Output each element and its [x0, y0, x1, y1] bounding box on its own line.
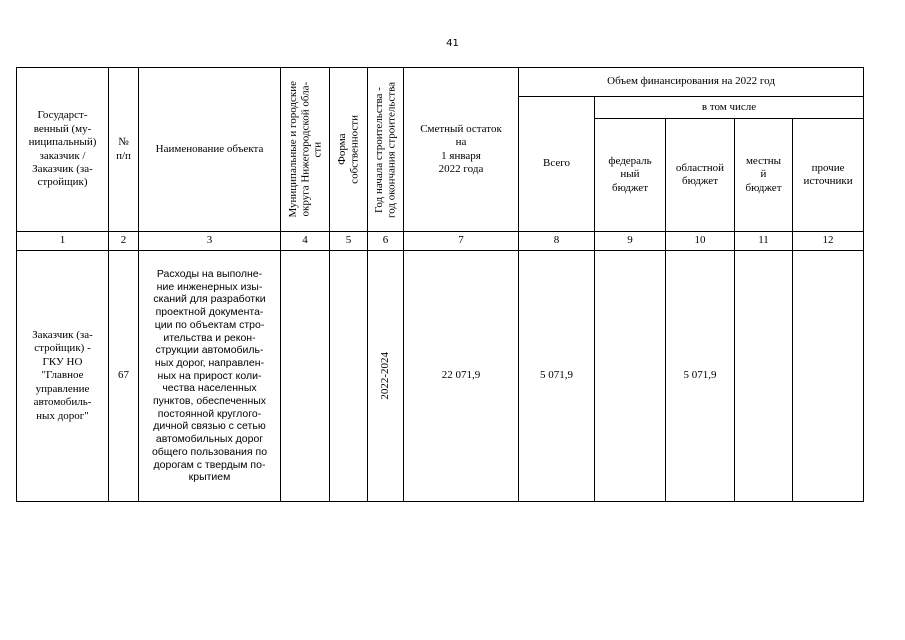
column-numbers-row	[17, 232, 864, 251]
cell-object-name: Расходы на выполне- ние инженерных изы- сканий для разработки проектной документа- ции по объектам стро- ительства и рекон- струкции автомобиль- ных дорог, направлен- ных на прирост коли- чества населенных пунктов, обеспеченных постоянной круглого- дичной связью с сетью автомобильных дорог общего пользования по дорогам с твердым по- крытием	[139, 251, 281, 502]
header-estimated-balance: Сметный остаток на 1 января 2022 года	[404, 68, 519, 232]
cell-years-text: 2022-2024	[379, 352, 392, 400]
column-number: 5	[330, 232, 368, 251]
column-number: 2	[109, 232, 139, 251]
column-number: 4	[281, 232, 330, 251]
column-number: 6	[368, 232, 404, 251]
header-object-name: Наименование объекта	[139, 68, 281, 232]
column-number: 1	[17, 232, 109, 251]
column-number: 8	[519, 232, 595, 251]
column-number: 11	[735, 232, 793, 251]
header-row-1	[17, 68, 864, 97]
cell-estimated-balance: 22 071,9	[404, 251, 519, 502]
header-total: Всего	[519, 97, 595, 232]
header-financing-volume: Объем финансирования на 2022 год	[519, 68, 864, 97]
column-number: 3	[139, 232, 281, 251]
header-local: местны й бюджет	[735, 119, 793, 232]
cell-ownership-form	[330, 251, 368, 502]
financing-table	[16, 67, 864, 502]
page-number: 41	[446, 38, 459, 49]
header-municipality	[281, 68, 330, 232]
header-no: № п/п	[109, 68, 139, 232]
header-regional: областной бюджет	[666, 119, 735, 232]
header-customer: Государст- венный (му- ниципальный) заказчик / Заказчик (за- стройщик)	[17, 68, 109, 232]
header-years-text: Год начала строительства - год окончания строительства	[373, 81, 398, 218]
cell-other	[793, 251, 864, 502]
cell-local	[735, 251, 793, 502]
column-number: 9	[595, 232, 666, 251]
header-other: прочие источники	[793, 119, 864, 232]
header-ownership-form	[330, 68, 368, 232]
header-ownership-form-text: Форма собственности	[336, 115, 361, 184]
header-years	[368, 68, 404, 232]
header-federal: федераль ный бюджет	[595, 119, 666, 232]
cell-years	[368, 251, 404, 502]
header-including: в том числе	[595, 97, 864, 119]
cell-customer: Заказчик (за- стройщик) - ГКУ НО "Главное управление автомобиль- ных дорог"	[17, 251, 109, 502]
cell-federal	[595, 251, 666, 502]
column-number: 12	[793, 232, 864, 251]
column-number: 10	[666, 232, 735, 251]
cell-no: 67	[109, 251, 139, 502]
table-row	[17, 251, 864, 502]
cell-regional: 5 071,9	[666, 251, 735, 502]
cell-total: 5 071,9	[519, 251, 595, 502]
cell-municipality	[281, 251, 330, 502]
column-number: 7	[404, 232, 519, 251]
header-municipality-text: Муниципальные и городские округа Нижегородской обла- сти	[286, 81, 324, 218]
